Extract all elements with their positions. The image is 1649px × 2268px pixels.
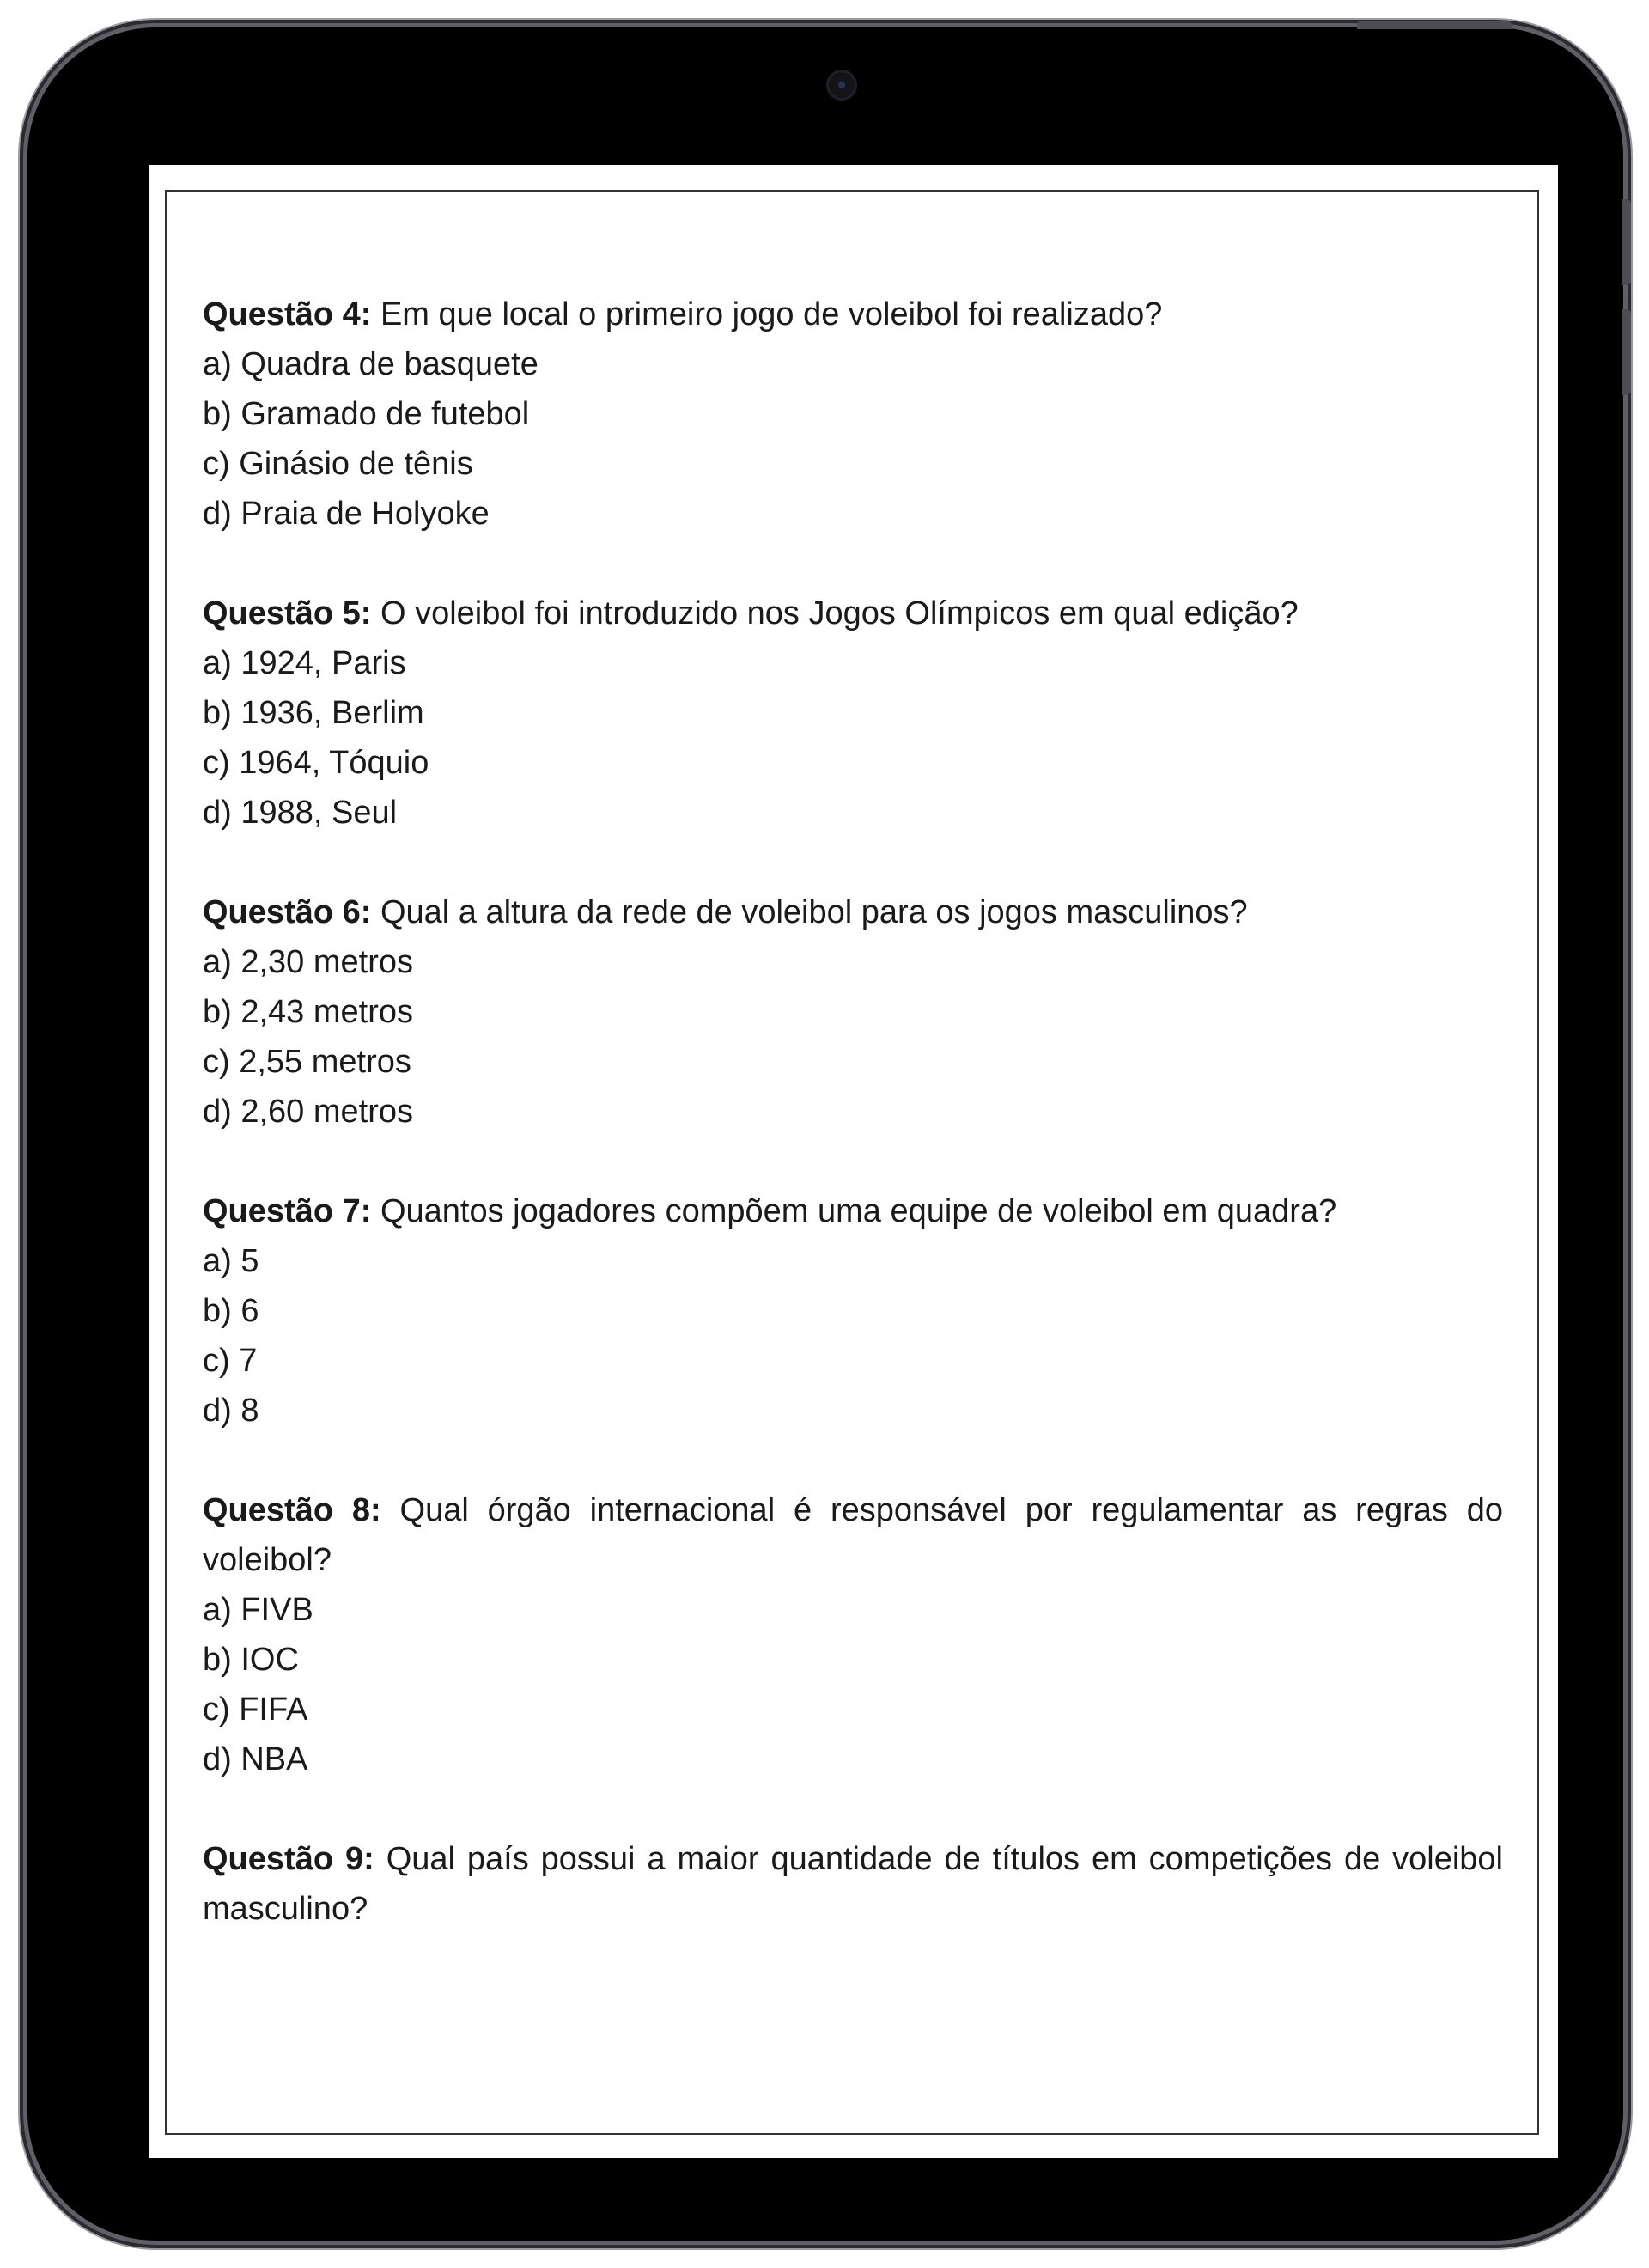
question-text [203, 588, 1503, 638]
question-block [203, 1834, 1503, 1934]
question-list [203, 290, 1503, 1984]
question-text [203, 1485, 1503, 1585]
question-prompt: Em que local o primeiro jogo de voleibol foi realizado? [380, 296, 1163, 332]
answer-option: c) Ginásio de tênis [203, 446, 473, 482]
answer-option: d) NBA [203, 1741, 308, 1777]
top-button[interactable] [1357, 21, 1512, 29]
answer-option: a) 2,30 metros [203, 944, 413, 980]
question-prompt: Quantos jogadores compõem uma equipe de voleibol em quadra? [380, 1193, 1337, 1229]
question-number: Questão 9: [203, 1841, 374, 1877]
question-prompt: Qual a altura da rede de voleibol para os jogos masculinos? [380, 894, 1248, 930]
question-block [203, 1186, 1503, 1436]
question-text [203, 290, 1503, 339]
answer-option: b) 1936, Berlim [203, 695, 424, 731]
answer-option: c) 2,55 metros [203, 1044, 411, 1080]
volume-down-button[interactable] [1622, 309, 1631, 395]
question-text [203, 1186, 1503, 1236]
answer-option: c) 7 [203, 1343, 258, 1379]
answer-option: a) FIVB [203, 1592, 313, 1628]
question-prompt: O voleibol foi introduzido nos Jogos Olímpicos em qual edição? [380, 595, 1299, 631]
answer-option: a) 1924, Paris [203, 645, 406, 681]
answer-option: d) 1988, Seul [203, 795, 398, 831]
question-block [203, 588, 1503, 838]
question-text [203, 1834, 1503, 1934]
answer-option: d) Praia de Holyoke [203, 496, 490, 532]
question-prompt: Qual país possui a maior quantidade de títulos em competições de voleibol masculino? [203, 1841, 1503, 1927]
answer-option: b) Gramado de futebol [203, 396, 530, 432]
question-number: Questão 7: [203, 1193, 372, 1229]
question-number: Questão 8: [203, 1492, 381, 1528]
front-camera [826, 70, 857, 101]
answer-option: a) Quadra de basquete [203, 346, 539, 382]
question-number: Questão 4: [203, 296, 372, 332]
answer-option: b) 6 [203, 1293, 259, 1329]
screen [149, 165, 1558, 2158]
volume-up-button[interactable] [1622, 199, 1631, 285]
answer-option: d) 8 [203, 1393, 259, 1429]
question-block [203, 1485, 1503, 1784]
question-number: Questão 6: [203, 894, 372, 930]
answer-option: b) 2,43 metros [203, 994, 413, 1030]
question-prompt: Qual órgão internacional é responsável por regulamentar as regras do voleibol? [203, 1492, 1503, 1578]
tablet-frame [27, 27, 1623, 2241]
answer-option: d) 2,60 metros [203, 1094, 413, 1130]
answer-option: c) 1964, Tóquio [203, 745, 429, 781]
question-block [203, 887, 1503, 1137]
answer-option: a) 5 [203, 1243, 259, 1279]
question-text [203, 887, 1503, 937]
question-number: Questão 5: [203, 595, 372, 631]
answer-option: c) FIFA [203, 1692, 308, 1728]
question-block [203, 290, 1503, 539]
answer-option: b) IOC [203, 1642, 299, 1678]
